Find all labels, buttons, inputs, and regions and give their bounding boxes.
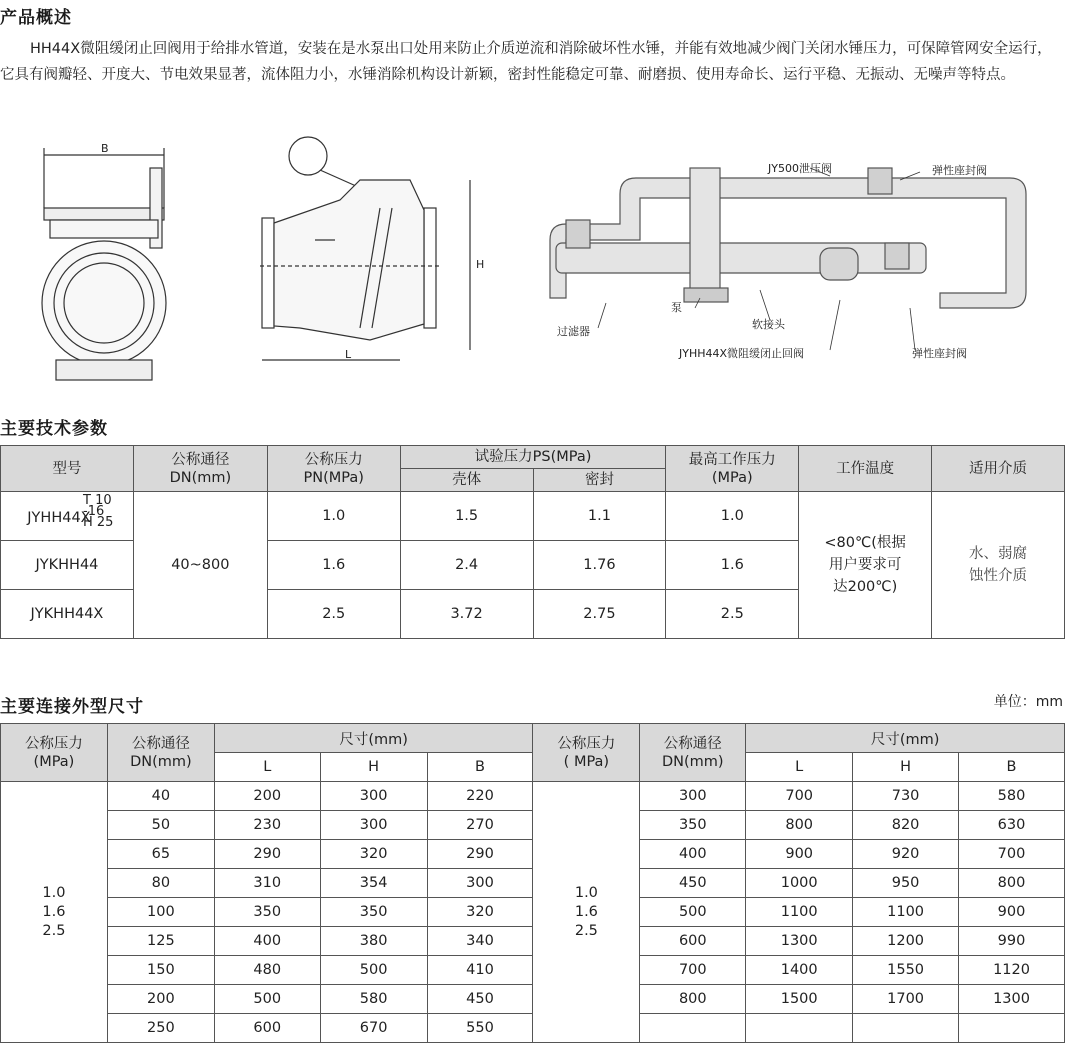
dn-cell: 65 <box>107 840 214 869</box>
h-cell: 1700 <box>853 985 959 1014</box>
dim-b-label: B <box>101 142 109 155</box>
b-cell: 300 <box>427 869 533 898</box>
dn-cell: 350 <box>640 811 746 840</box>
pn-group-right: 1.0 1.6 2.5 <box>533 782 640 1043</box>
hdr-dn-right: 公称通径 DN(mm) <box>640 724 746 782</box>
b-cell: 800 <box>959 869 1065 898</box>
table-row <box>1 927 1065 956</box>
dn-cell: 500 <box>640 898 746 927</box>
model-variant: -16 <box>83 504 105 519</box>
l-cell: 400 <box>214 927 320 956</box>
dn-cell: 150 <box>107 956 214 985</box>
l-cell: 230 <box>214 811 320 840</box>
model-value: JYKHH44X <box>1 590 134 639</box>
unit-label: 单位：mm <box>993 694 1063 710</box>
pn-value: 1.0 <box>267 492 400 541</box>
installation-diagram <box>550 168 1026 308</box>
temp-value: <80℃(根据 用户要求可 达200℃) <box>799 492 932 639</box>
b-cell: 340 <box>427 927 533 956</box>
tech-row <box>1 492 1065 541</box>
h-cell: 354 <box>320 869 427 898</box>
h-cell: 950 <box>853 869 959 898</box>
dimensions-table <box>0 723 1065 1043</box>
model-variant: H 25 <box>83 515 114 530</box>
hdr-h: H <box>320 753 427 782</box>
table-row <box>1 1014 1065 1043</box>
l-cell: 1400 <box>746 956 853 985</box>
hdr-h: H <box>853 753 959 782</box>
dn-range: 40~800 <box>133 492 267 639</box>
h-cell: 670 <box>320 1014 427 1043</box>
l-cell: 1500 <box>746 985 853 1014</box>
l-cell: 480 <box>214 956 320 985</box>
table-row <box>1 956 1065 985</box>
dn-cell: 200 <box>107 985 214 1014</box>
hdr-pn-right: 公称压力 ( MPa) <box>533 724 640 782</box>
max-value: 1.6 <box>666 541 799 590</box>
b-cell: 1120 <box>959 956 1065 985</box>
dn-cell: 100 <box>107 898 214 927</box>
l-cell: 600 <box>214 1014 320 1043</box>
seal-value: 1.1 <box>533 492 666 541</box>
hdr-b: B <box>427 753 533 782</box>
seal-value: 1.76 <box>533 541 666 590</box>
medium-value: 水、弱腐 蚀性介质 <box>932 492 1065 639</box>
b-cell: 580 <box>959 782 1065 811</box>
b-cell: 450 <box>427 985 533 1014</box>
hdr-model: 型号 <box>1 446 134 492</box>
hdr-size-right: 尺寸(mm) <box>746 724 1065 753</box>
dn-cell <box>640 1014 746 1043</box>
table-row <box>1 811 1065 840</box>
l-cell: 800 <box>746 811 853 840</box>
pn-value: 1.6 <box>267 541 400 590</box>
label-pump: 泵 <box>671 301 682 314</box>
dn-cell: 125 <box>107 927 214 956</box>
label-seat-valve-top: 弹性座封阀 <box>932 164 987 177</box>
h-cell <box>853 1014 959 1043</box>
b-cell: 700 <box>959 840 1065 869</box>
table-row <box>1 840 1065 869</box>
label-seat-valve-bottom: 弹性座封阀 <box>912 347 967 360</box>
pn-value: 2.5 <box>267 590 400 639</box>
b-cell: 1300 <box>959 985 1065 1014</box>
shell-value: 3.72 <box>400 590 533 639</box>
b-cell: 630 <box>959 811 1065 840</box>
l-cell: 350 <box>214 898 320 927</box>
b-cell: 270 <box>427 811 533 840</box>
dn-cell: 800 <box>640 985 746 1014</box>
dn-cell: 250 <box>107 1014 214 1043</box>
table-row <box>1 869 1065 898</box>
h-cell: 920 <box>853 840 959 869</box>
max-value: 2.5 <box>666 590 799 639</box>
dn-cell: 80 <box>107 869 214 898</box>
hdr-seal: 密封 <box>533 469 666 492</box>
h-cell: 380 <box>320 927 427 956</box>
hdr-l: L <box>746 753 853 782</box>
model-variant: T 10 <box>83 493 112 508</box>
l-cell: 200 <box>214 782 320 811</box>
hdr-pn-left: 公称压力 (MPa) <box>1 724 108 782</box>
l-cell: 500 <box>214 985 320 1014</box>
model-cell <box>1 492 134 541</box>
b-cell: 220 <box>427 782 533 811</box>
shell-value: 2.4 <box>400 541 533 590</box>
dn-cell: 50 <box>107 811 214 840</box>
tech-title: 主要技术参数 <box>0 419 108 439</box>
front-view-drawing <box>42 148 166 380</box>
h-cell: 320 <box>320 840 427 869</box>
l-cell: 1300 <box>746 927 853 956</box>
dn-cell: 300 <box>640 782 746 811</box>
label-relief-valve: JY500泄压阀 <box>768 162 832 175</box>
hdr-size-left: 尺寸(mm) <box>214 724 533 753</box>
overview-text: HH44X微阻缓闭止回阀用于给排水管道，安装在是水泵出口处用来防止介质逆流和消除破坏性水锤，并能有效地减少阀门关闭水锤压力，可保障管网安全运行，它具有阀瓣轻、开度大、节电效果显著，流体阻力小，水锤消除机构设计新颖，密封性能稳定可靠、耐磨损、使用寿命长、运行平稳、无振动、无噪声等特点。 <box>0 41 1052 83</box>
hdr-shell: 壳体 <box>400 469 533 492</box>
hdr-max-work-pressure: 最高工作压力 (MPa) <box>666 446 799 492</box>
h-cell: 820 <box>853 811 959 840</box>
hdr-b: B <box>959 753 1065 782</box>
label-filter: 过滤器 <box>557 325 590 338</box>
table-row <box>1 782 1065 811</box>
label-check-valve: JYHH44X微阻缓闭止回阀 <box>679 347 805 360</box>
hdr-pn: 公称压力 PN(MPa) <box>267 446 400 492</box>
l-cell: 900 <box>746 840 853 869</box>
hdr-l: L <box>214 753 320 782</box>
l-cell: 310 <box>214 869 320 898</box>
dn-cell: 40 <box>107 782 214 811</box>
l-cell: 1000 <box>746 869 853 898</box>
table-row <box>1 985 1065 1014</box>
dn-cell: 400 <box>640 840 746 869</box>
hdr-test-pressure: 试验压力PS(MPa) <box>400 446 666 469</box>
model-base: JYHH44X <box>27 510 91 526</box>
seal-value: 2.75 <box>533 590 666 639</box>
dims-title: 主要连接外型尺寸 <box>0 697 144 717</box>
b-cell: 320 <box>427 898 533 927</box>
dn-cell: 600 <box>640 927 746 956</box>
b-cell: 290 <box>427 840 533 869</box>
b-cell <box>959 1014 1065 1043</box>
h-cell: 1100 <box>853 898 959 927</box>
product-figures <box>0 128 1065 388</box>
model-value: JYKHH44 <box>1 541 134 590</box>
b-cell: 990 <box>959 927 1065 956</box>
max-value: 1.0 <box>666 492 799 541</box>
h-cell: 1550 <box>853 956 959 985</box>
l-cell: 290 <box>214 840 320 869</box>
dim-h-label: H <box>476 258 485 271</box>
l-cell: 1100 <box>746 898 853 927</box>
section-view-drawing <box>260 137 470 360</box>
h-cell: 500 <box>320 956 427 985</box>
dn-cell: 700 <box>640 956 746 985</box>
h-cell: 350 <box>320 898 427 927</box>
hdr-medium: 适用介质 <box>932 446 1065 492</box>
dn-cell: 450 <box>640 869 746 898</box>
h-cell: 580 <box>320 985 427 1014</box>
tech-params-table <box>0 445 1065 639</box>
label-soft-joint: 软接头 <box>752 318 785 331</box>
b-cell: 410 <box>427 956 533 985</box>
dim-l-label: L <box>345 348 352 361</box>
shell-value: 1.5 <box>400 492 533 541</box>
table-row <box>1 898 1065 927</box>
l-cell: 700 <box>746 782 853 811</box>
l-cell <box>746 1014 853 1043</box>
h-cell: 1200 <box>853 927 959 956</box>
b-cell: 550 <box>427 1014 533 1043</box>
pn-group-left: 1.0 1.6 2.5 <box>1 782 108 1043</box>
overview-title: 产品概述 <box>0 8 72 28</box>
b-cell: 900 <box>959 898 1065 927</box>
hdr-temp: 工作温度 <box>799 446 932 492</box>
h-cell: 730 <box>853 782 959 811</box>
h-cell: 300 <box>320 811 427 840</box>
h-cell: 300 <box>320 782 427 811</box>
hdr-dn-left: 公称通径 DN(mm) <box>107 724 214 782</box>
hdr-dn: 公称通径 DN(mm) <box>133 446 267 492</box>
